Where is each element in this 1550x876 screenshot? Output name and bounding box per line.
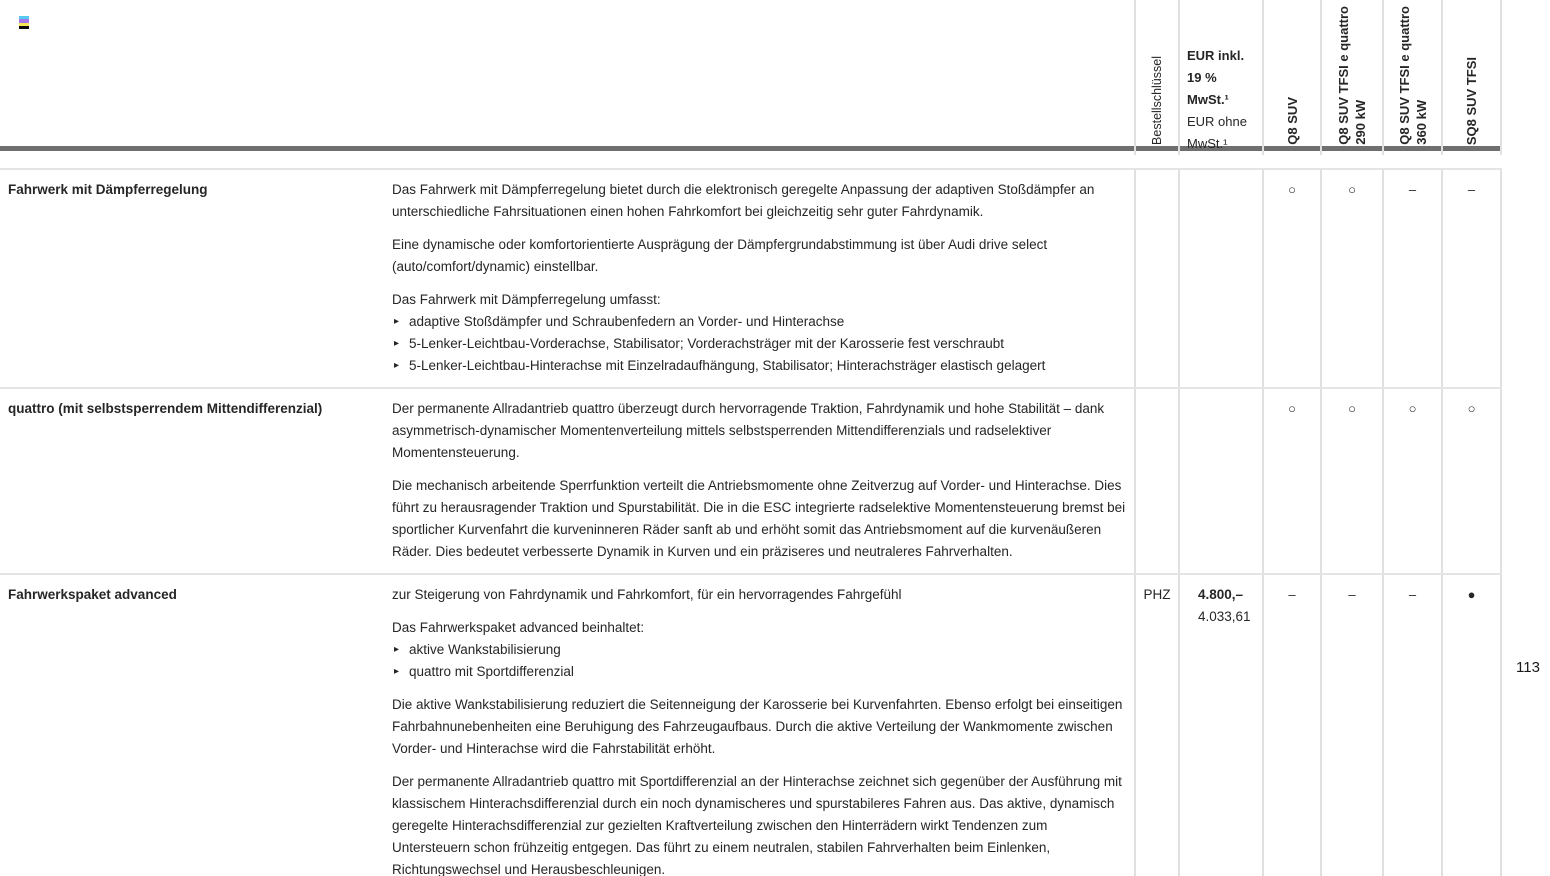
availability-sq8-suv-tfsi: ●	[1441, 575, 1502, 876]
description-paragraph: Das Fahrwerk mit Dämpferregelung bietet durch die elektronisch geregelte Anpassung der adaptiven Stoßdämpfer an unterschiedliche Fahrsituationen einen hohen Fahrkomfort bei gleichzeitig sehr guter Fahrdynamik.	[392, 182, 1095, 219]
option-title: Fahrwerkspaket advanced	[8, 587, 177, 602]
description-paragraph: Das Fahrwerk mit Dämpferregelung umfasst:	[392, 292, 661, 307]
option-description-cell	[392, 575, 1134, 876]
order-code-cell: PHZ	[1134, 575, 1178, 876]
description-paragraph: Der permanente Allradantrieb quattro mit Sportdifferenzial an der Hinterachse zeichnet sich gegenüber der Ausführung mit klassischem Hinterachsdifferenzial durch ein noch dynamischeres und spurstabileres Fahren aus. Das aktive, dynamisch geregelte Hinterachsdifferenzial zur gezielten Kraftverteilung zwischen den Hinterrädern wirkt Tendenzen zum Untersteuern schon frühzeitig entgegen. Das führt zu einem neutralen, stabilen Fahrverhalten beim Einlenken, Richtungswechsel und Herausbeschleunigen.	[392, 774, 1122, 876]
column-header-order-code	[1134, 0, 1178, 155]
model-power: 360 kW	[1413, 100, 1429, 145]
availability-q8-suv-tfsi-e-360: –	[1382, 170, 1441, 387]
price-incl-vat: 4.800,–	[1198, 587, 1244, 602]
option-title-cell	[0, 575, 392, 876]
description-paragraph: Das Fahrwerkspaket advanced beinhaltet:	[392, 620, 645, 635]
bullet-triangle-icon: ▸	[394, 666, 400, 677]
price-cell	[1178, 170, 1262, 387]
price-header-line: 19 % MwSt.¹	[1187, 70, 1229, 107]
column-header-q8-suv-tfsi-e-360	[1382, 0, 1441, 155]
availability-sq8-suv-tfsi: ○	[1441, 389, 1502, 573]
bullet-list	[392, 639, 1126, 683]
option-title-cell	[0, 389, 392, 573]
bullet-text: 5-Lenker-Leichtbau-Hinterachse mit Einzelradaufhängung, Stabilisator; Hinterachsträger elastisch gelagert	[409, 358, 1046, 373]
price-cell	[1178, 575, 1262, 876]
bullet-triangle-icon: ▸	[394, 338, 400, 349]
bullet-item	[392, 639, 1126, 661]
model-name: Q8 SUV TFSI e quattro	[1396, 6, 1412, 145]
option-title: Fahrwerk mit Dämpferregelung	[8, 182, 208, 197]
column-header-q8-suv-tfsi-e-290	[1320, 0, 1382, 155]
availability-q8-suv: ○	[1262, 170, 1320, 387]
column-header-price	[1178, 0, 1262, 155]
availability-q8-suv-tfsi-e-290: ○	[1320, 170, 1382, 387]
availability-q8-suv-tfsi-e-290: ○	[1320, 389, 1382, 573]
table-row-quattro-mittendifferenzial	[0, 387, 1502, 573]
bullet-item	[392, 661, 1126, 683]
bullet-triangle-icon: ▸	[394, 360, 400, 371]
bullet-text: quattro mit Sportdifferenzial	[409, 664, 574, 679]
table-header	[0, 0, 1502, 151]
header-name-spacer	[0, 0, 392, 155]
option-title-cell	[0, 170, 392, 387]
bullet-item	[392, 311, 1126, 333]
bullet-text: adaptive Stoßdämpfer und Schraubenfedern an Vorder- und Hinterachse	[409, 314, 845, 329]
bullet-text: 5-Lenker-Leichtbau-Vorderachse, Stabilisator; Vorderachsträger mit der Karosserie fest verschraubt	[409, 336, 1005, 351]
option-description-cell	[392, 389, 1134, 573]
order-code-cell	[1134, 170, 1178, 387]
order-code-label: Bestellschlüssel	[1149, 56, 1164, 145]
bullet-item	[392, 355, 1126, 377]
model-name: SQ8 SUV TFSI	[1464, 56, 1479, 145]
price-excl-vat: 4.033,61	[1198, 609, 1251, 624]
price-header-line: EUR inkl.	[1187, 48, 1245, 63]
bullet-text: aktive Wankstabilisierung	[409, 642, 561, 657]
model-power: 290 kW	[1353, 100, 1368, 145]
column-header-q8-suv	[1262, 0, 1320, 155]
price-header-line: EUR ohne	[1187, 114, 1247, 129]
bullet-item	[392, 333, 1126, 355]
description-paragraph: Die aktive Wankstabilisierung reduziert die Seitenneigung der Karosserie bei Kurvenfahrten. Ebenso erfolgt bei einseitigen Fahrbahnunebenheiten eine Beruhigung des Fahrzeugaufbaus. Durch die aktive Verteilung der Wankmomente zwischen Vorder- und Hinterachse wird die Fahrstabilität erhöht.	[392, 697, 1123, 756]
bullet-triangle-icon: ▸	[394, 644, 400, 655]
page-number: 113	[1516, 659, 1540, 676]
table-row-fahrwerkspaket-advanced	[0, 573, 1502, 876]
header-desc-spacer	[392, 0, 1134, 155]
description-paragraph: Die mechanisch arbeitende Sperrfunktion verteilt die Antriebsmomente ohne Zeitverzug auf Vorder- und Hinterachse. Dies führt zu herausragender Traktion und Spurstabilität. Die in die ESC integrierte radselektive Momentensteuerung bremst bei sportlicher Kurvenfahrt die kurveninneren Räder sanft ab und erhöht somit das Antriebsmoment auf die kurvenäußeren Räder. Dies bedeutet verbesserte Dynamik in Kurven und ein präziseres und neutraleres Fahrverhalten.	[392, 478, 1126, 559]
price-cell	[1178, 389, 1262, 573]
description-paragraph: zur Steigerung von Fahrdynamik und Fahrkomfort, für ein hervorragendes Fahrgefühl	[392, 587, 902, 602]
table-row-fahrwerk-daempferregelung	[0, 168, 1502, 387]
availability-q8-suv: ○	[1262, 389, 1320, 573]
description-paragraph: Eine dynamische oder komfortorientierte Ausprägung der Dämpfergrundabstimmung ist über Audi drive select (auto/comfort/dynamic) einstellbar.	[392, 237, 1048, 274]
price-header-line: MwSt.¹	[1187, 136, 1228, 151]
bullet-list	[392, 311, 1126, 377]
option-description-cell	[392, 170, 1134, 387]
availability-q8-suv-tfsi-e-360: –	[1382, 575, 1441, 876]
availability-q8-suv: –	[1262, 575, 1320, 876]
availability-q8-suv-tfsi-e-360: ○	[1382, 389, 1441, 573]
option-title: quattro (mit selbstsperrendem Mittendifferenzial)	[8, 401, 323, 416]
bullet-triangle-icon: ▸	[394, 316, 400, 327]
availability-sq8-suv-tfsi: –	[1441, 170, 1502, 387]
order-code-cell	[1134, 389, 1178, 573]
column-header-sq8-suv-tfsi	[1441, 0, 1502, 155]
description-paragraph: Der permanente Allradantrieb quattro überzeugt durch hervorragende Traktion, Fahrdynamik und hohe Stabilität – dank asymmetrisch-dynamischer Momentenverteilung mittels selbstsperrenden Mittendifferenzials und radselektiver Momentensteuerung.	[392, 401, 1105, 460]
availability-q8-suv-tfsi-e-290: –	[1320, 575, 1382, 876]
model-name: Q8 SUV	[1284, 97, 1300, 145]
model-name: Q8 SUV TFSI e quattro	[1336, 6, 1351, 145]
